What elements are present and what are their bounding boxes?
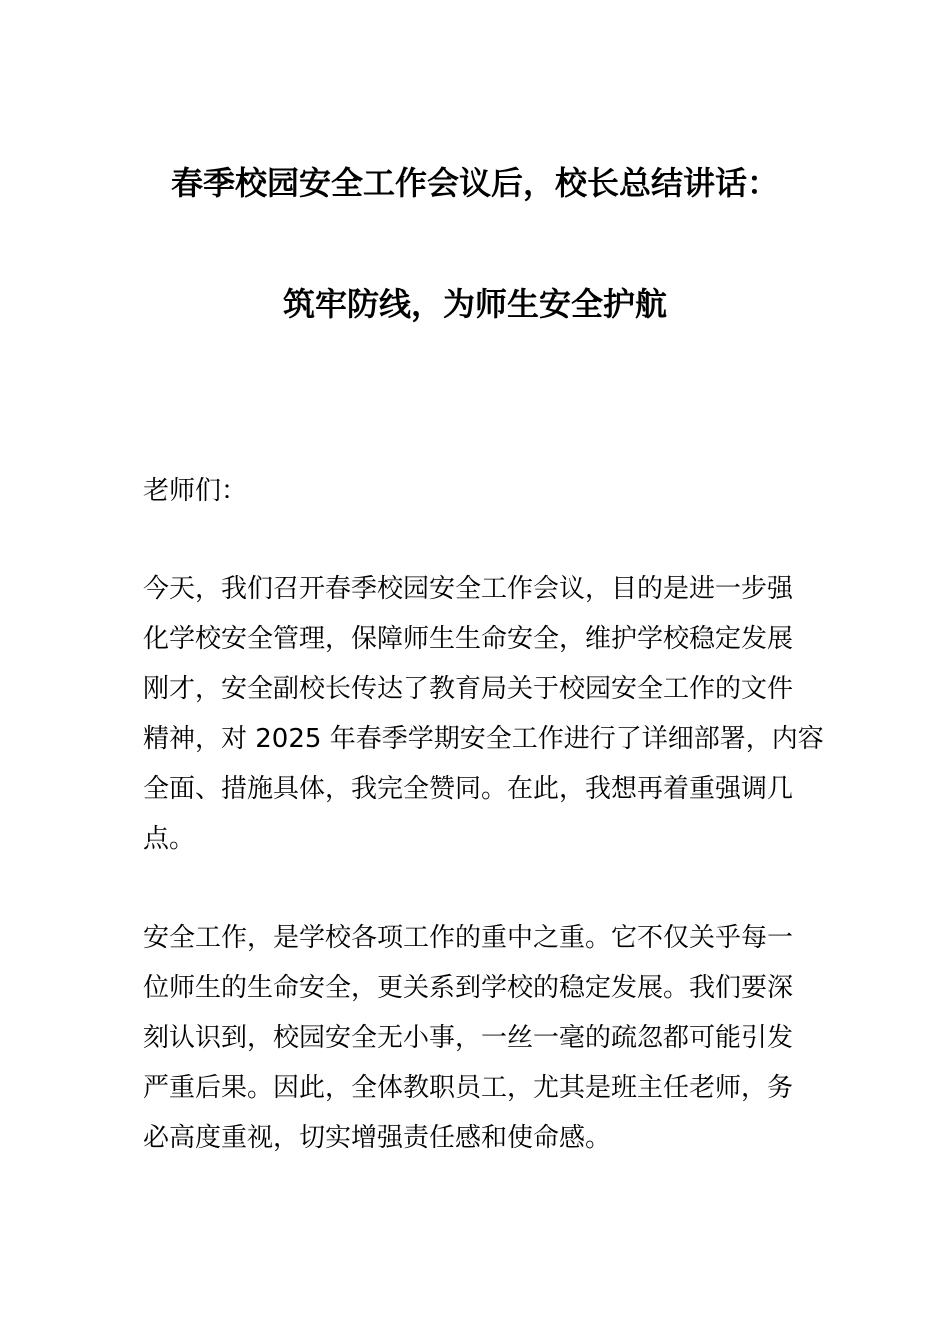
document-title-line-2: 筑牢防线，为师生安全护航 <box>282 285 667 323</box>
paragraph-1-line: 化学校安全管理，保障师生生命安全，维护学校稳定发展 <box>143 624 794 654</box>
salutation: 老师们： <box>143 476 248 506</box>
paragraph-1-line: 刚才，安全副校长传达了教育局关于校园安全工作的文件 <box>143 674 794 704</box>
paragraph-1 <box>143 564 824 864</box>
paragraph-2 <box>143 913 807 1163</box>
document-title-line-1: 春季校园安全工作会议后，校长总结讲话： <box>170 164 779 202</box>
paragraph-1-line: 精神，对 2025 年春季学期安全工作进行了详细部署，内容 <box>143 724 824 754</box>
paragraph-2-line: 刻认识到，校园安全无小事，一丝一毫的疏忽都可能引发 <box>143 1023 794 1053</box>
paragraph-1-line: 全面、措施具体，我完全赞同。在此，我想再着重强调几 <box>143 774 794 804</box>
paragraph-1-line: 今天，我们召开春季校园安全工作会议，目的是进一步强 <box>143 574 794 604</box>
paragraph-2-line: 严重后果。因此，全体教职员工，尤其是班主任老师，务 <box>143 1073 794 1103</box>
paragraph-1-line: 点。 <box>143 824 196 854</box>
paragraph-2-line: 安全工作，是学校各项工作的重中之重。它不仅关乎每一 <box>143 923 794 953</box>
paragraph-2-line: 位师生的生命安全，更关系到学校的稳定发展。我们要深 <box>143 973 794 1003</box>
paragraph-2-line: 必高度重视，切实增强责任感和使命感。 <box>143 1123 612 1153</box>
